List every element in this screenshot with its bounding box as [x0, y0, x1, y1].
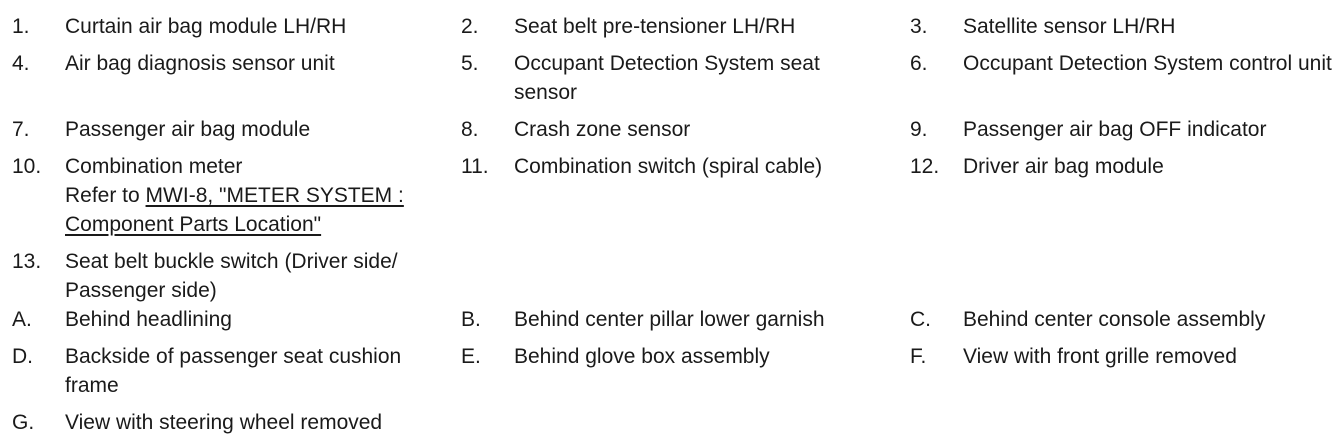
item-label: Passenger air bag OFF indicator [963, 118, 1267, 141]
legend-row [12, 49, 1342, 107]
item-number: 12. [910, 155, 940, 178]
legend-item [910, 12, 1342, 41]
legend-item [12, 305, 461, 334]
item-label: Behind glove box assembly [514, 345, 770, 368]
legend-item [12, 12, 461, 41]
item-number: 7. [12, 118, 30, 141]
item-number: 1. [12, 15, 30, 38]
reference-link[interactable]: MWI-8, "METER SYSTEM : Component Parts Location" [65, 184, 404, 236]
item-letter: C. [910, 308, 931, 331]
item-letter: B. [461, 308, 481, 331]
item-letter: F. [910, 345, 927, 368]
item-number: 3. [910, 15, 928, 38]
legend-row [12, 408, 1342, 437]
item-number: 8. [461, 118, 479, 141]
legend-item [12, 115, 461, 144]
item-label: Behind headlining [65, 308, 232, 331]
component-legend [12, 12, 1342, 437]
item-label: Seat belt buckle switch (Driver side/ Passenger side) [65, 250, 398, 302]
legend-item [12, 342, 461, 400]
legend-item [12, 49, 461, 78]
item-label: Passenger air bag module [65, 118, 311, 141]
item-label: Curtain air bag module LH/RH [65, 15, 347, 38]
item-text-group [65, 152, 447, 239]
item-number: 2. [461, 15, 479, 38]
legend-item [461, 305, 910, 334]
legend-item [461, 12, 910, 41]
item-label: Seat belt pre-tensioner LH/RH [514, 15, 796, 38]
legend-item [461, 152, 910, 181]
item-label: View with steering wheel removed [65, 411, 383, 434]
legend-item [461, 115, 910, 144]
item-number: 4. [12, 52, 30, 75]
legend-item [12, 247, 461, 305]
item-label: Combination switch (spiral cable) [514, 155, 823, 178]
item-label: Behind center pillar lower garnish [514, 308, 825, 331]
item-label: Crash zone sensor [514, 118, 691, 141]
legend-row [12, 305, 1342, 334]
item-letter: G. [12, 411, 35, 434]
item-number: 9. [910, 118, 928, 141]
item-number: 13. [12, 250, 42, 273]
legend-item [910, 49, 1342, 78]
item-number: 5. [461, 52, 479, 75]
item-label: Occupant Detection System control unit [963, 52, 1332, 75]
legend-row [12, 12, 1342, 41]
item-label: Backside of passenger seat cushion frame [65, 345, 402, 397]
legend-row [12, 152, 1342, 239]
legend-item [910, 305, 1342, 334]
item-label: Satellite sensor LH/RH [963, 15, 1176, 38]
legend-row [12, 247, 1342, 305]
item-number: 6. [910, 52, 928, 75]
item-letter: A. [12, 308, 32, 331]
item-number: 11. [461, 155, 489, 178]
legend-item [461, 49, 910, 107]
legend-row [12, 342, 1342, 400]
item-label: Occupant Detection System seat sensor [514, 52, 820, 104]
reference-prefix: Refer to [65, 184, 146, 207]
legend-item [910, 115, 1342, 144]
legend-item [910, 152, 1342, 181]
item-label: Driver air bag module [963, 155, 1164, 178]
item-label: Air bag diagnosis sensor unit [65, 52, 335, 75]
item-letter: D. [12, 345, 33, 368]
item-label: Combination meter [65, 155, 243, 178]
legend-item [12, 408, 461, 437]
legend-row [12, 115, 1342, 144]
item-label: Behind center console assembly [963, 308, 1266, 331]
item-label: View with front grille removed [963, 345, 1237, 368]
item-number: 10. [12, 155, 42, 178]
item-letter: E. [461, 345, 481, 368]
legend-item [12, 152, 461, 239]
legend-item [461, 342, 910, 371]
legend-item [910, 342, 1342, 371]
reference-note [65, 181, 447, 239]
